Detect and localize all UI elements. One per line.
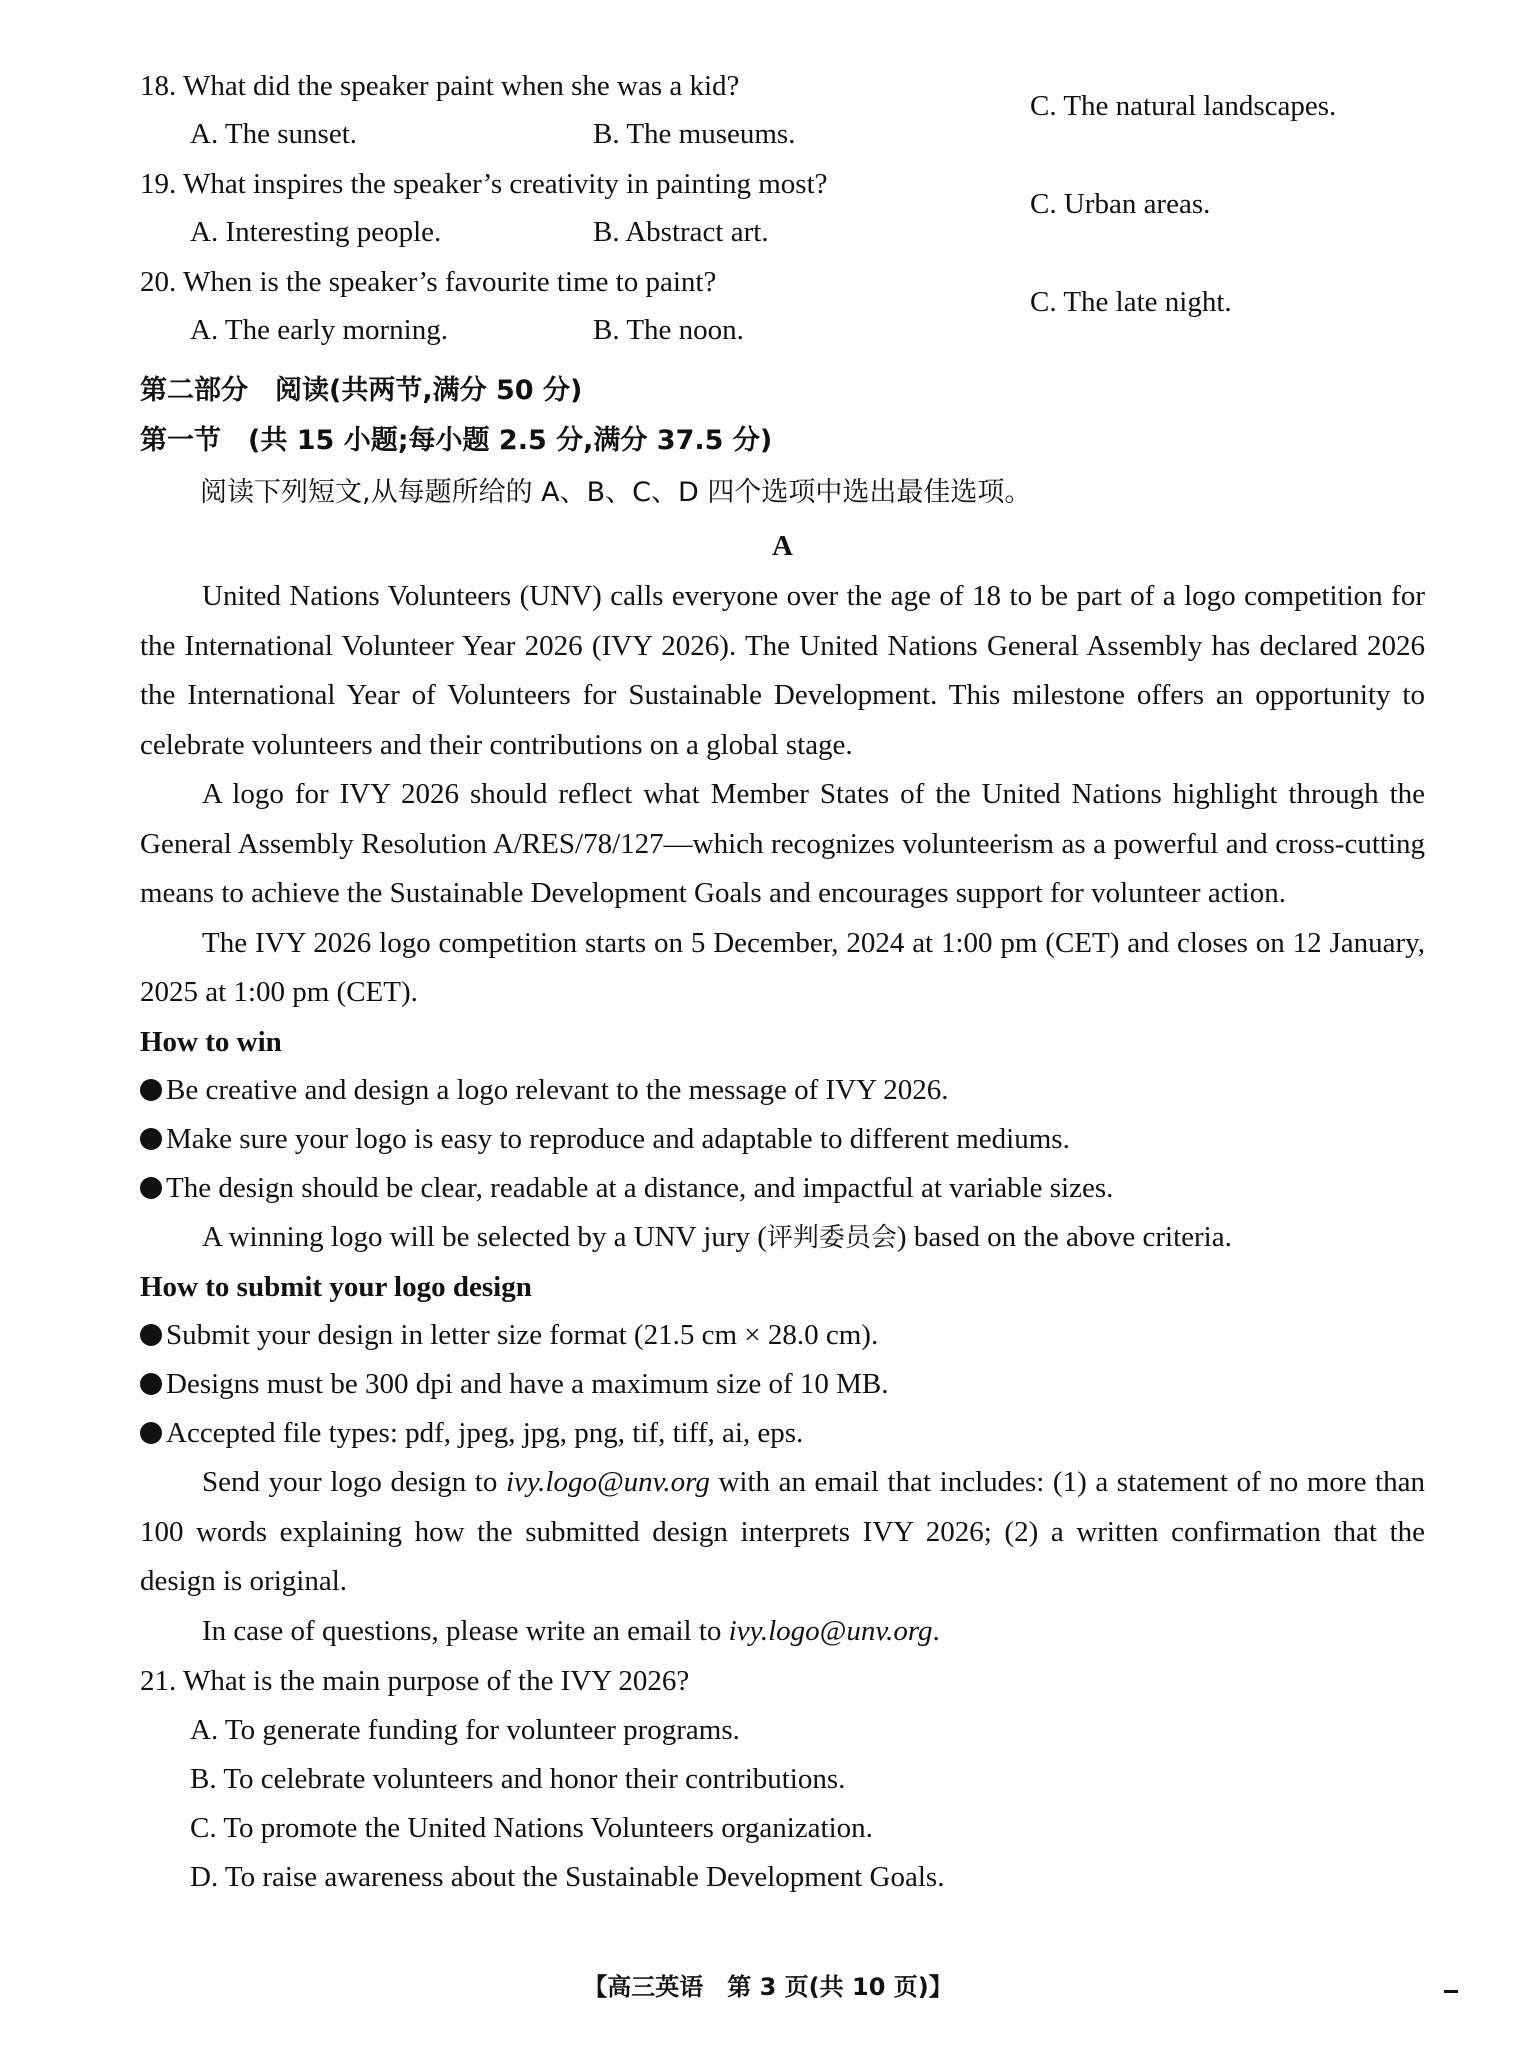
option-b: B. The museums. xyxy=(593,118,796,150)
page-mark xyxy=(1444,1990,1458,1993)
option-c: C. The late night. xyxy=(1030,286,1232,318)
jury-paragraph xyxy=(140,1213,1425,1264)
questions-paragraph xyxy=(140,1607,1425,1657)
question-20-options xyxy=(140,286,1425,366)
question-21-option-d: D. To raise awareness about the Sustainable Development Goals. xyxy=(190,1861,945,1893)
bullet-icon xyxy=(140,1373,162,1395)
passage-paragraph-1: United Nations Volunteers (UNV) calls everyone over the age of 18 to be part of a logo competition for the International Volunteer Year 2026 (IVY 2026). The United Nations General Assembly has declared 2026 the International Year of Volunteers for Sustainable Development. This milestone offers an opportunity to celebrate volunteers and their contributions on a global stage. xyxy=(140,580,1425,761)
win-bullet xyxy=(140,1066,1425,1115)
option-c: C. Urban areas. xyxy=(1030,188,1211,220)
jury-text-end: ) based on the above criteria. xyxy=(896,1220,1232,1253)
part-two-title: 第二部分 阅读(共两节,满分 50 分) xyxy=(140,375,583,406)
win-bullet xyxy=(140,1115,1425,1164)
submit-bullet xyxy=(140,1360,1425,1409)
bullet-text: Make sure your logo is easy to reproduce and adaptable to different mediums. xyxy=(166,1122,1070,1155)
passage-paragraph-2: A logo for IVY 2026 should reflect what Member States of the United Nations highlight through the General Assembly Resolution A/RES/78/127—which recognizes volunteerism as a powerful and cross-cutting means to achieve the Sustainable Development Goals and encourages support for volunteer action. xyxy=(140,778,1425,909)
questions-text-start: In case of questions, please write an email to xyxy=(202,1614,729,1647)
send-text-start: Send your logo design to xyxy=(202,1466,506,1498)
jury-text-start: A winning logo will be selected by a UNV jury ( xyxy=(202,1220,767,1253)
jury-chinese-gloss: 评判委员会 xyxy=(766,1222,897,1253)
win-bullet xyxy=(140,1164,1425,1213)
question-21-option-a: A. To generate funding for volunteer programs. xyxy=(190,1714,740,1746)
exam-page xyxy=(140,72,1425,1902)
question-18-options xyxy=(140,90,1425,170)
question-21-option-b: B. To celebrate volunteers and honor their contributions. xyxy=(190,1763,846,1795)
question-21-stem: 21. What is the main purpose of the IVY 2026? xyxy=(140,1665,690,1697)
option-a: A. The sunset. xyxy=(190,118,358,150)
submit-bullet xyxy=(140,1311,1425,1360)
question-stem: 20. When is the speaker’s favourite time to paint? xyxy=(140,266,717,298)
reading-instruction: 阅读下列短文,从每题所给的 A、B、C、D 四个选项中选出最佳选项。 xyxy=(200,477,1032,508)
submission-email: ivy.logo@unv.org xyxy=(505,1466,710,1498)
passage-paragraph-3: The IVY 2026 logo competition starts on 5 December, 2024 at 1:00 pm (CET) and closes on 12 January, 2025 at 1:00 pm (CET). xyxy=(140,926,1425,1008)
option-c: C. The natural landscapes. xyxy=(1030,90,1337,122)
question-stem: 18. What did the speaker paint when she was a kid? xyxy=(140,70,740,102)
submit-bullet xyxy=(140,1409,1425,1458)
bullet-icon xyxy=(140,1177,162,1199)
option-a: A. The early morning. xyxy=(190,314,448,346)
how-to-submit-heading: How to submit your logo design xyxy=(140,1271,532,1303)
bullet-text: Designs must be 300 dpi and have a maximum size of 10 MB. xyxy=(166,1368,889,1400)
bullet-icon xyxy=(140,1128,162,1150)
send-paragraph xyxy=(140,1458,1425,1607)
bullet-text: Be creative and design a logo relevant to the message of IVY 2026. xyxy=(166,1073,949,1106)
option-b: B. Abstract art. xyxy=(593,216,769,248)
bullet-text: Accepted file types: pdf, jpeg, jpg, png, tif, tiff, ai, eps. xyxy=(166,1417,804,1449)
bullet-icon xyxy=(140,1079,162,1101)
section-one-title: 第一节 (共 15 小题;每小题 2.5 分,满分 37.5 分) xyxy=(140,425,773,456)
option-a: A. Interesting people. xyxy=(190,216,442,248)
contact-email: ivy.logo@unv.org xyxy=(728,1614,933,1647)
bullet-text: Submit your design in letter size format (21.5 cm × 28.0 cm). xyxy=(166,1319,879,1351)
bullet-icon xyxy=(140,1324,162,1346)
how-to-win-heading: How to win xyxy=(140,1025,282,1058)
send-text-end: with an email that includes: (1) a statement of no more than 100 words explaining how the submitted design interprets IVY 2026; (2) a written confirmation that the design is original. xyxy=(140,1466,1425,1597)
question-19 xyxy=(140,170,1425,218)
question-19-options xyxy=(140,188,1425,268)
option-b: B. The noon. xyxy=(593,314,744,346)
passage-label: A xyxy=(772,530,793,562)
question-stem: 19. What inspires the speaker’s creativity in painting most? xyxy=(140,168,828,200)
questions-text-end: . xyxy=(932,1614,940,1647)
bullet-icon xyxy=(140,1422,162,1444)
page-footer: 【高三英语 第 3 页(共 10 页)】 xyxy=(583,1973,953,2001)
bullet-text: The design should be clear, readable at a distance, and impactful at variable sizes. xyxy=(166,1171,1114,1204)
question-20 xyxy=(140,268,1425,316)
question-21-option-c: C. To promote the United Nations Volunteers organization. xyxy=(190,1812,873,1844)
